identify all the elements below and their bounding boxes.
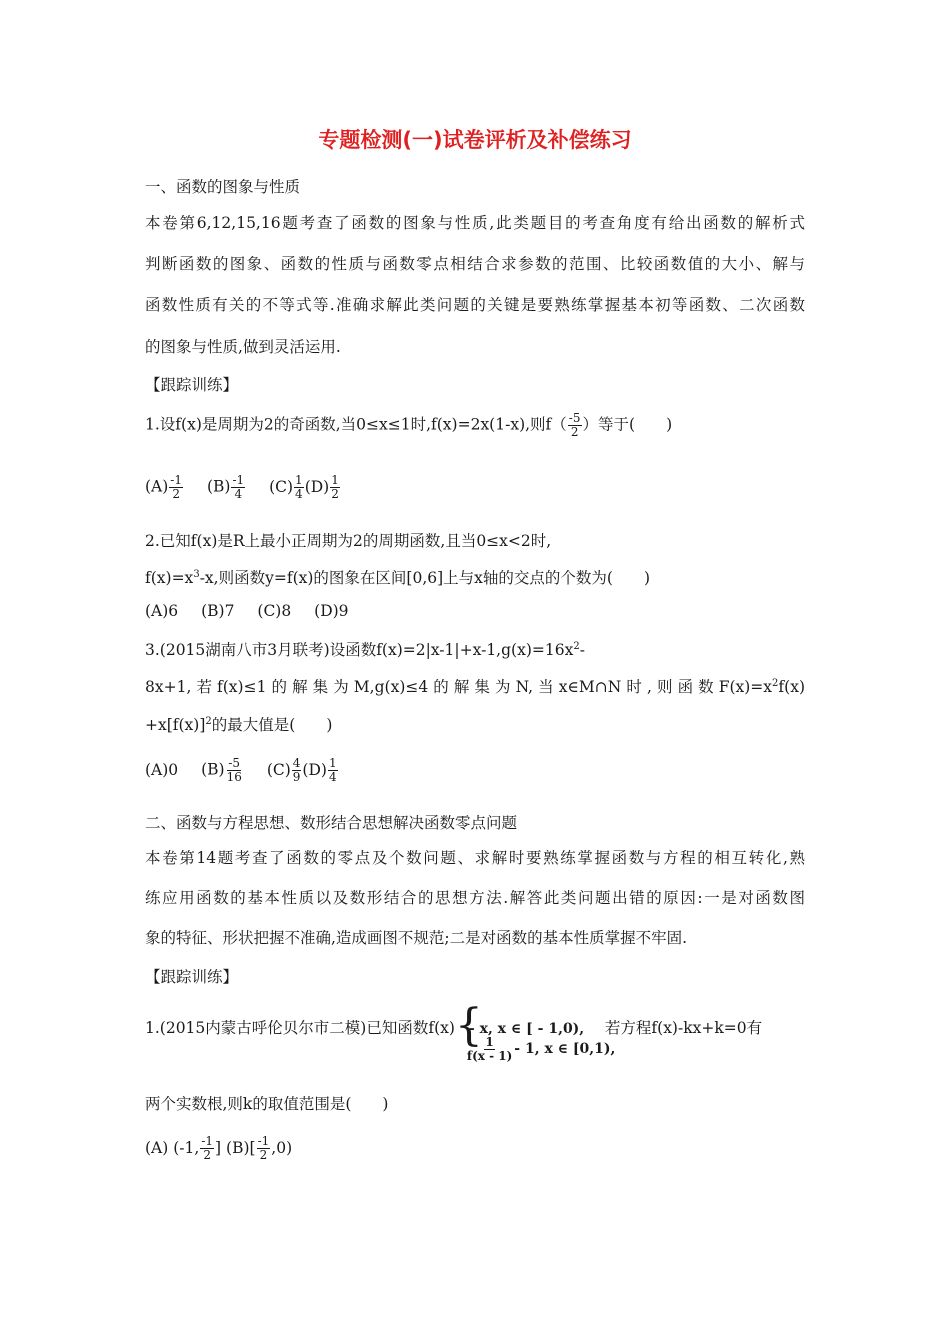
question-2-line2: $f(x)=x^3-x$,则函数y=f(x)的图象在区间[0,6]上与x轴的交点的个数为( )	[145, 569, 650, 588]
question-3-line3: $+x[f(x)]^2$的最大值是( )	[145, 716, 333, 735]
option-a: (A)6	[145, 602, 179, 620]
option-c: (C) $\frac{1}{4}$	[269, 473, 303, 501]
paragraph-line: 象的特征、形状把握不准确,造成画图不规范;二是对函数的基本性质掌握不牢固.	[145, 929, 688, 947]
paragraph-line: 的图象与性质,做到灵活运用.	[145, 338, 341, 356]
question-4-line2: 两个实数根,则k的取值范围是( )	[145, 1095, 389, 1113]
option-a: (A) $\frac{-1}{2}$	[145, 473, 182, 501]
question-1: 1.设f(x)是周期为2的奇函数,当0≤x≤1时,f(x)=2x(1-x),则f（ $\frac{-5}{2}$ ）等于( )	[145, 411, 673, 439]
option-c: (C)8	[257, 602, 292, 620]
question-4-options	[145, 1135, 292, 1162]
question-2-line1: 2.已知f(x)是R上最小正周期为2的周期函数,且当0≤x<2时,	[145, 532, 552, 550]
paragraph-line: 本卷第6,12,15,16题考查了函数的图象与性质,此类题目的考查角度有给出函数的解析式	[145, 214, 805, 232]
question-3-options	[145, 757, 339, 784]
training-label: 【跟踪训练】	[145, 376, 239, 394]
option-a: (A)0	[145, 760, 179, 779]
fraction: $\frac{-5}{2}$	[568, 411, 581, 439]
option-b: (B)7	[201, 602, 235, 620]
training-label: 【跟踪训练】	[145, 968, 239, 986]
question-text: 1.设f(x)是周期为2的奇函数,当0≤x≤1时,f(x)=2x(1-x),则f	[145, 415, 552, 434]
question-2-options	[145, 601, 367, 621]
section-heading-2: 二、函数与方程思想、数形结合思想解决函数零点问题	[145, 814, 518, 832]
option-c: (C) $\frac{4}{9}$	[266, 756, 301, 784]
paragraph-line: 判断函数的图象、函数的性质与函数零点相结合求参数的范围、比较函数值的大小、解与	[145, 255, 805, 273]
option-d: (D) $\frac{1}{4}$	[302, 756, 337, 784]
question-3-line1: 3.(2015湖南八市3月联考)设函数$f(x)=2|x-1|+x-1,g(x)=16x^2-$	[145, 641, 585, 660]
page-title: 专题检测(一)试卷评析及补偿练习	[318, 128, 632, 152]
question-1-options	[145, 474, 341, 501]
option-d: (D) $\frac{1}{2}$	[304, 473, 339, 501]
option-b: (B)[ $\frac{-1}{2}$ ,0)	[226, 1134, 293, 1162]
piecewise-function: { - x, x ∈ [ - 1,0), $\frac{1}{f(x - 1)}$ - 1, x ∈ [0,1),	[454, 1000, 616, 1063]
question-3-line2: 8x+1,若f(x)≤1的解集为M,g(x)≤4的解集为N,当x∈M∩N时,则函数$F(x)=x^2f(x)$	[145, 678, 805, 697]
option-a: (A) (-1, $\frac{-1}{2}$ ]	[145, 1134, 222, 1162]
question-4: 1.(2015内蒙古呼伦贝尔市二模)已知函数f(x) { - x, x ∈ [ - 1,0), $\frac{1}{f(x - 1)}$ - 1, x ∈ [0,1), 若方程f(x)-kx+k=0有	[145, 1000, 763, 1063]
option-d: (D)9	[314, 602, 349, 620]
paragraph-line: 函数性质有关的不等式等.准确求解此类问题的关键是要熟练掌握基本初等函数、二次函数	[145, 296, 805, 314]
question-tail: 等于( )	[598, 415, 673, 434]
option-b: (B) $\frac{-5}{16}$	[201, 756, 242, 784]
paragraph-line: 练应用函数的基本性质以及数形结合的思想方法.解答此类问题出错的原因:一是对函数图	[145, 889, 805, 907]
paragraph-line: 本卷第14题考查了函数的零点及个数问题、求解时要熟练掌握函数与方程的相互转化,熟	[145, 849, 805, 867]
section-heading-1: 一、函数的图象与性质	[145, 178, 301, 196]
option-b: (B) $\frac{-1}{4}$	[206, 473, 245, 501]
